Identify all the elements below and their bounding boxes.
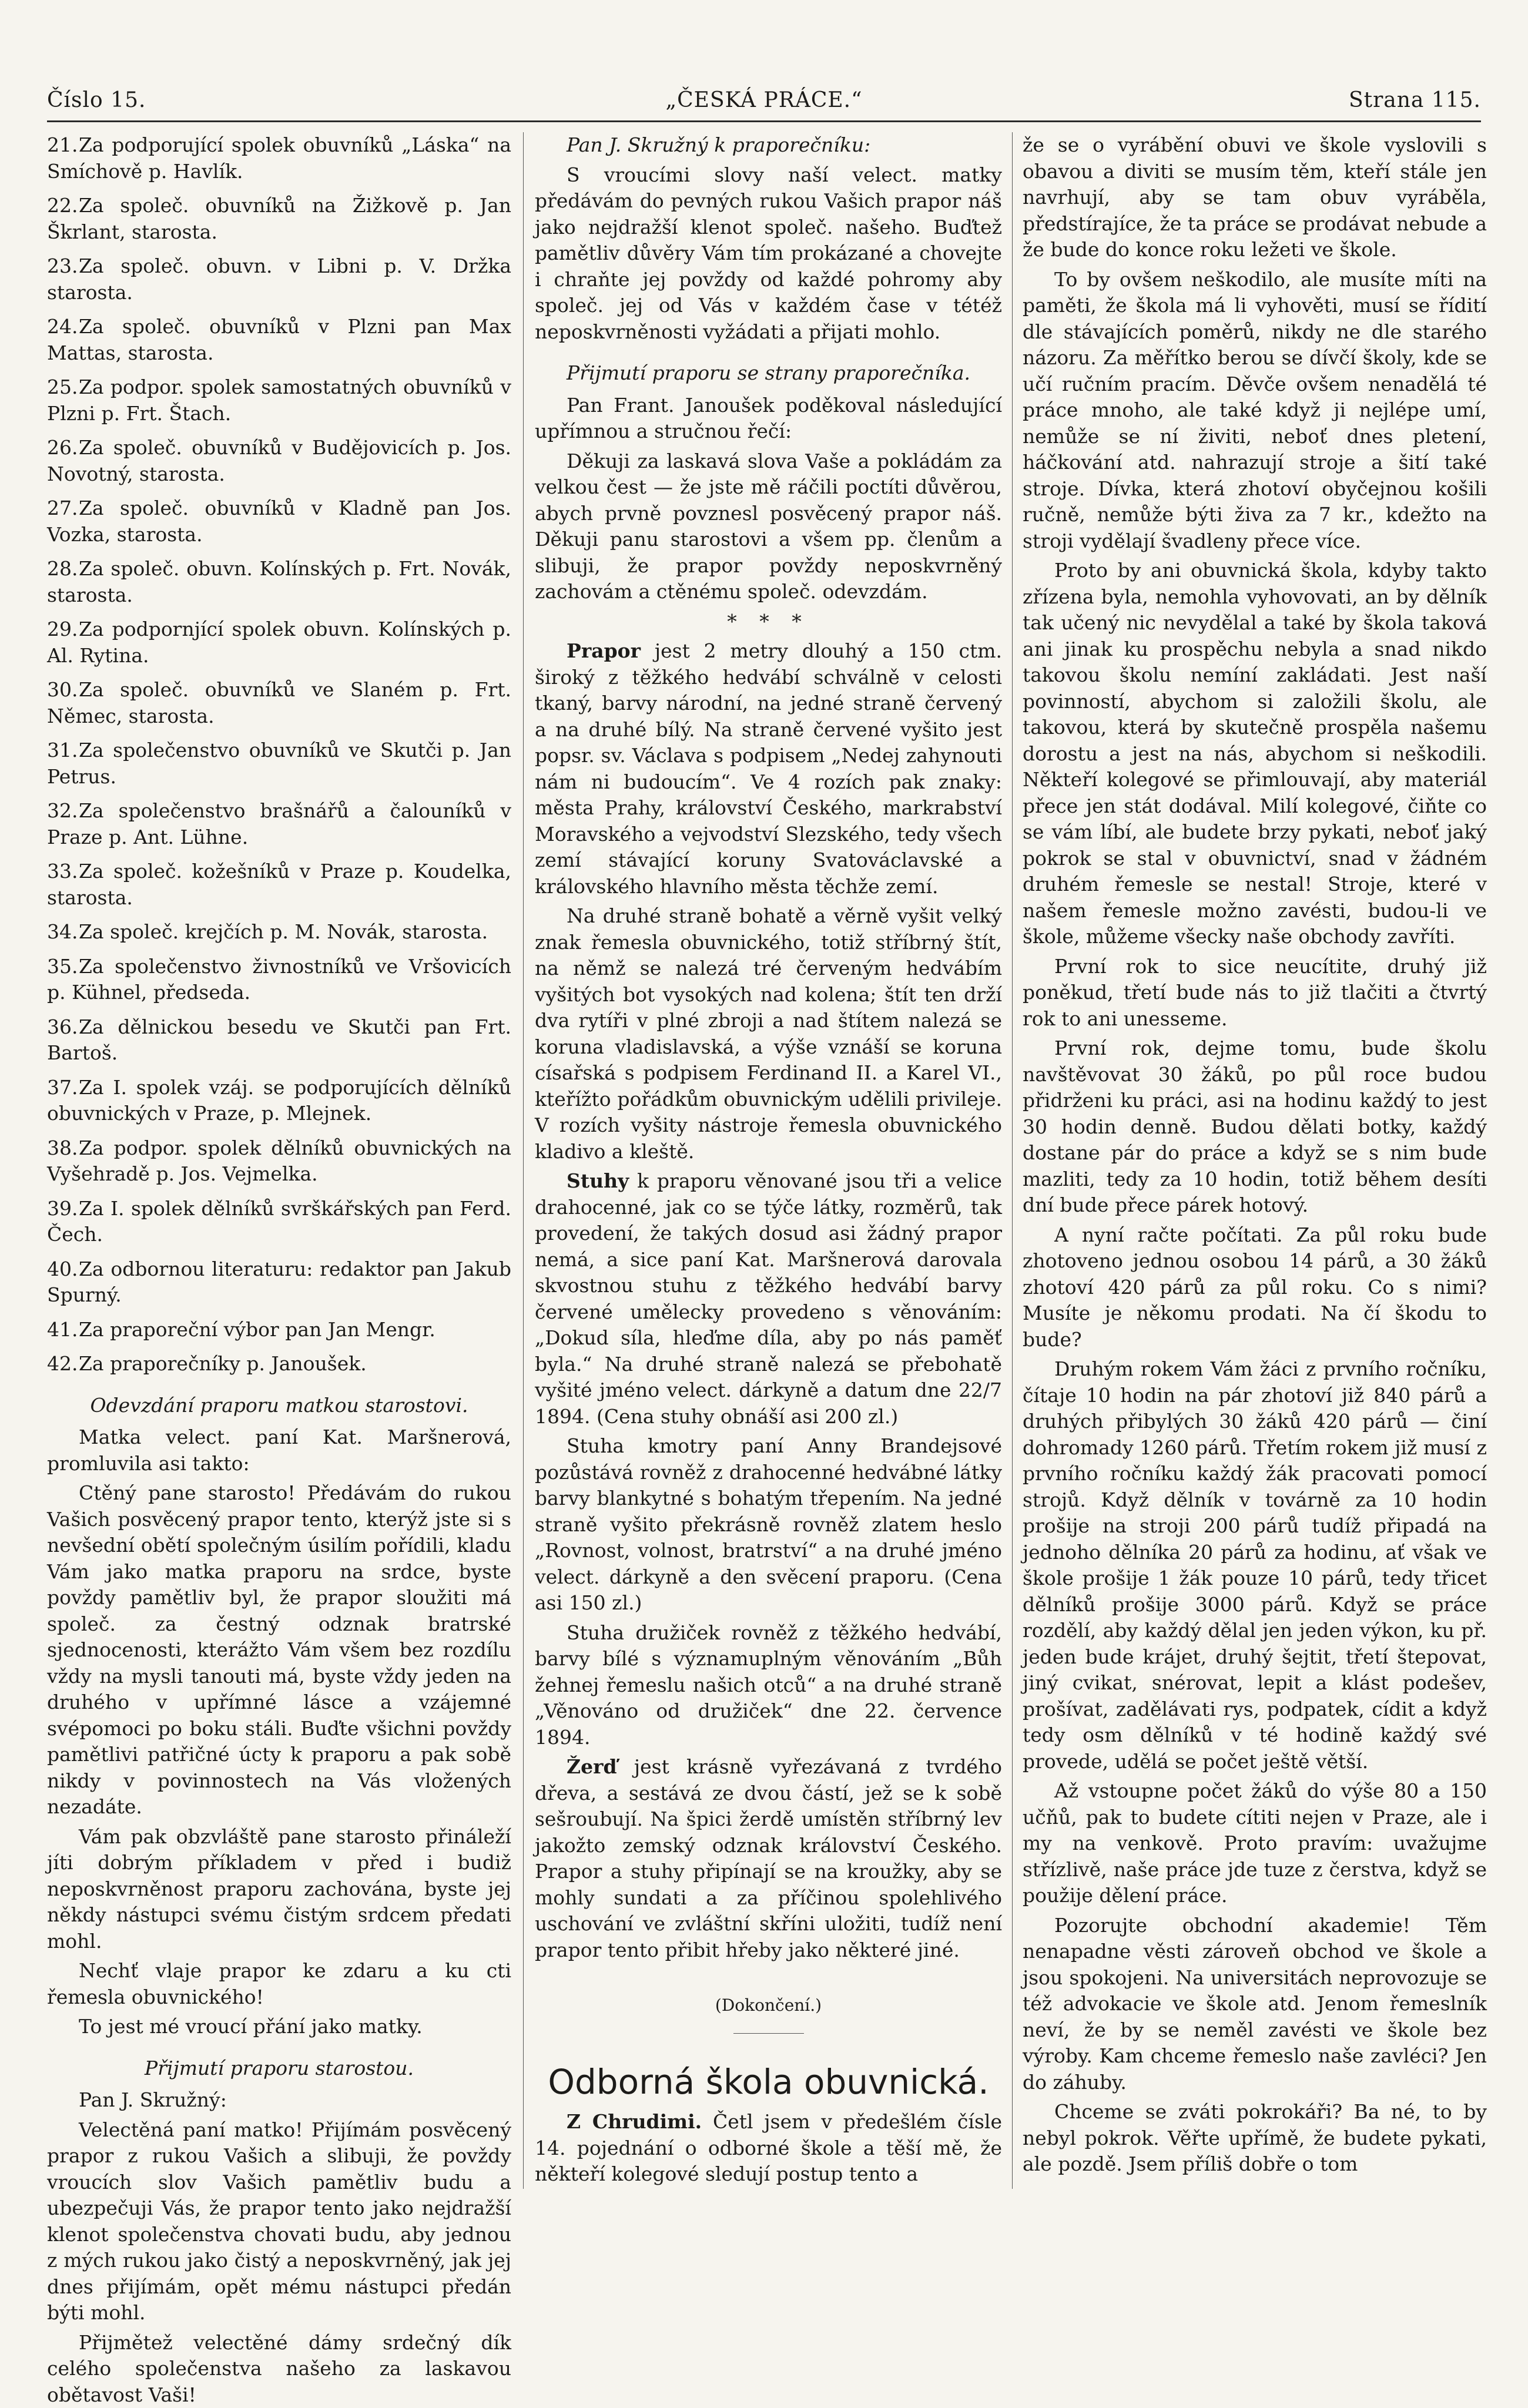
list-item-number: 34. [47,919,79,945]
list-item-text: Za společenstvo brašnářů a čalouníků v Praze p. Ant. Lühne. [47,799,511,848]
paragraph: To by ovšem neškodilo, ale musíte míti na paměti, že škola má li vyhověti, musí se řídití dle stávajících poměrů, nikdy ne dle starého názoru. Za měřítko berou se dívčí školy, kde se učí ručním pracím. Děvče ovšem nenadělá té práce mnoho, ale také když ji nejlépe umí, nemůže se ní živiti, neboť dnes pletení, háčkování atd. nahrazují stroje a šití také stroje. Dívka, která zhotoví obyčejnou košili ručně, nemůže býti živa za 7 kr., kdežto na stroji vydělají švadleny přece více. [1023,267,1487,555]
paragraph: Stuha kmotry paní Anny Brandejsové pozůstává rovněž z drahocenné hedvábné látky barvy blankytné s bohatým třepením. Na jedné straně vyšito překrásně rovněž zlatem heslo „Rovnost, volnost, bratrství“ a na druhé jméno velect. dárkyně a den svěcení praporu. (Cena asi 150 zl.) [535,1433,1002,1616]
paragraph-text: k praporu věnované jsou tři a velice drahocenné, jak co se týče látky, rozměrů, tak provedení, že takých dosud asi žádný prapor nemá, a sice paní Kat. Maršnerová darovala skvostnou stuhu z těžkého hedvábí barvy červené umělecky provedeno s věnováním: „Dokud síla, hleďme díla, aby po nás paměť byla.“ Na druhé straně nalezá se přebohatě vyšité jméno velect. dárkyně a datum dne 22/7 1894. (Cena stuhy obnáší asi 200 zl.) [535,1169,1002,1428]
list-item-text: Za společ. obuvníků ve Slaném p. Frt. Němec, starosta. [47,678,511,727]
header-rule [47,120,1481,122]
list-item-number: 39. [47,1196,79,1222]
list-item-number: 40. [47,1256,79,1283]
paragraph: Ctěný pane starosto! Předávám do rukou Vašich posvěcený prapor tento, kterýž jste si s nevšední obětí společným úsilím pořídili, kladu Vám jako matka praporu na srdce, byste povždy pamětliv byl, že prapor sloužiti má společ. za čestný odznak bratrské sjednocenosti, kterážto Vám všem bez rozdílu vždy na mysli tanouti má, byste vždy jeden na druhého v upřímné lásce a vzájemné svépomoci po boku stáli. Buďte všichni povždy pamětlivi patřičné úcty k praporu a pak sobě nikdy v povinnostech na Vás vložených nezadáte. [47,1480,511,1820]
paragraph: Pan J. Skružný k praporečníku: [535,132,1002,159]
list-item-text: Za společ. krejčích p. M. Novák, starosta. [79,920,488,943]
paragraph: Na druhé straně bohatě a věrně vyšit velký znak řemesla obuvnického, totiž stříbrný štít, na němž se nalezá tré červeným hedvábím vyšitých bot vysokých nad kolena; štít ten drží dva rytíři v plné zbroji a nad štítem nalezá se koruna vladislavská, a výše vznáší se koruna císařská s podpisem Ferdinand II. a Karel VI., kteřížto pořádkům obuvnickým udělili privileje. V rozích vyšity nástroje řemesla obuvnického kladivo a kleště. [535,903,1002,1165]
paragraph: Stuha družiček rovněž z těžkého hedvábí, barvy bílé s významuplným věnováním „Bůh žehnej řemeslu našich otců“ a na druhé straně „Věnováno od družiček“ dne 22. července 1894. [535,1620,1002,1751]
list-item-number: 37. [47,1075,79,1101]
list-item [47,1014,511,1067]
list-item [47,858,511,911]
issue-number: Číslo 15. [47,88,146,112]
list-item [47,253,511,306]
list-item [47,374,511,427]
list-item [47,132,511,185]
list-item-text: Za praporeční výbor pan Jan Mengr. [79,1318,435,1341]
list-item-text: Za společ. obuvníků na Žižkově p. Jan Škrlant, starosta. [47,194,511,243]
list-item-number: 38. [47,1135,79,1162]
column-3 [1023,132,1487,2201]
list-item-number: 33. [47,858,79,885]
list-item-number: 35. [47,954,79,980]
list-item-number: 31. [47,737,79,764]
list-item [47,556,511,608]
list-item-text: Za společenstvo obuvníků ve Skutči p. Jan Petrus. [47,739,511,788]
list-item [47,314,511,366]
list-item [47,1351,511,1377]
list-item [47,193,511,245]
paragraph: První rok to sice neucítite, druhý již poněkud, třetí bude nás to již tlačiti a čtvrtý rok to ani unesseme. [1023,954,1487,1032]
delegation-list [47,132,511,1377]
list-item-number: 41. [47,1317,79,1343]
list-item-number: 22. [47,193,79,219]
paragraph: Pan Frant. Janoušek poděkoval následující upřímnou a stručnou řečí: [535,393,1002,445]
list-item [47,616,511,669]
paragraph: Pozorujte obchodní akademie! Těm nenapadne věsti zároveň obchod ve škole a jsou spokojeni. Na universitách neprovozuje se též advokacie ve škole atd. Jenom řemeslník neví, že by se neměl zavésti ve škole bez výroby. Kam chceme řemeslo naše zavléci? Jen do záhuby. [1023,1913,1487,2096]
list-item [47,435,511,487]
list-item [47,737,511,790]
section-heading: Přijmutí praporu se strany praporečníka. [535,360,1002,387]
list-item-text: Za podpornjící spolek obuvn. Kolínských p. Al. Rytina. [47,618,511,667]
list-item [47,677,511,729]
paragraph: Chceme se zváti pokrokáři? Ba né, to by nebyl pokrok. Věřte upřímě, že budete pykati, ale pozdě. Jsem příliš dobře o tom [1023,2099,1487,2178]
list-item [47,495,511,548]
list-item [47,1196,511,1248]
list-item-text: Za podpor. spolek samostatných obuvníků v Plzni p. Frt. Štach. [47,375,511,425]
column-divider [523,132,524,2189]
list-item [47,954,511,1006]
paragraph: Velectěná paní matko! Přijímám posvěcený prapor z rukou Vašich a slibuji, že povždy vroucích slov Vašich pamětliv budu a ubezpečuji Vás, že prapor tento jako nejdražší klenot společenstva chovati budu, aby jednou z mých rukou jako čistý a neposkvrněný, jak jej dnes přijímám, opět mému nástupci předán býti mohl. [47,2117,511,2326]
column-1 [47,132,511,2201]
list-item [47,1135,511,1188]
continuation-note: (Dokončení.) [535,1993,1002,2019]
list-item-number: 42. [47,1351,79,1377]
list-item [47,919,511,945]
list-item-number: 24. [47,314,79,340]
list-item-text: Za společ. obuvníků v Budějovicích p. Jos. Novotný, starosta. [47,436,511,485]
bold-lead: Žerď [567,1755,617,1778]
paragraph: S vroucími slovy naší velect. matky předávám do pevných rukou Vašich prapor náš jako nejdražší klenot společ. našeho. Buďtež pamětliv důvěry Vám tím prokázané a chovejte i chraňte jej povždy od každé pohromy aby společ. jej od Vás v každém čase v tétéž neposkvrněnosti vyžádati a přijati mohlo. [535,162,1002,346]
list-item-number: 25. [47,374,79,401]
paragraph [535,2109,1002,2188]
list-item-number: 27. [47,495,79,522]
list-item-number: 29. [47,616,79,643]
list-item-number: 30. [47,677,79,703]
list-item-text: Za odbornou literaturu: redaktor pan Jakub Spurný. [47,1257,511,1307]
list-item-text: Za společ. obuvn. v Libni p. V. Držka starosta. [47,254,511,304]
list-item [47,798,511,850]
journal-title: „ČESKÁ PRÁCE.“ [47,88,1481,112]
bold-lead: Z Chrudimi. [567,2110,702,2133]
list-item [47,1256,511,1309]
paragraph-text: jest 2 metry dlouhý a 150 ctm. široký z těžkého hedvábí schválně v celosti tkaný, barvy národní, na jedné straně červený a na druhé bílý. Na straně červené vyšito jest popsr. sv. Václava s podpisem „Nedej zahynouti nám ni budoucím“. Ve 4 rozích pak znaky: města Prahy, království Českého, markrabství Moravského a vejvodství Slezského, tedy všech zemí stávající koruny Svatováclavské a královského hlavního města těchže zemí. [535,639,1002,898]
list-item-text: Za společ. obuvníků v Plzni pan Max Mattas, starosta. [47,315,511,364]
paragraph: Matka velect. paní Kat. Maršnerová, promluvila asi takto: [47,1424,511,1477]
list-item [47,1317,511,1343]
paragraph: Přijmětež velectěné dámy srdečný dík celého společenstva našeho za laskavou obětavost Vaši! [47,2330,511,2408]
paragraph: To jest mé vroucí přání jako matky. [47,2014,511,2040]
list-item-text: Za společ. kožešníků v Praze p. Koudelka, starosta. [47,860,511,909]
paragraph [535,638,1002,900]
section-heading: Odevzdání praporu matkou starostovi. [47,1393,511,1419]
list-item-text: Za podporující spolek obuvníků „Láska“ na Smíchově p. Havlík. [47,133,511,183]
list-item-number: 32. [47,798,79,824]
paragraph: Nechť vlaje prapor ke zdaru a ku cti řemesla obuvnického! [47,1958,511,2010]
list-item-text: Za podpor. spolek dělníků obuvnických na Vyšehradě p. Jos. Vejmelka. [47,1136,511,1186]
separator-stars: * * * [535,609,1002,635]
paragraph: Až vstoupne počet žáků do výše 80 a 150 učňů, pak to budete cítiti nejen v Praze, ale i my na venkově. Proto pravím: uvažujme střízlivě, naše práce jde tuze z čerstva, když se použije dělení práce. [1023,1778,1487,1909]
section-heading: Přijmutí praporu starostou. [47,2055,511,2082]
paragraph [535,1168,1002,1430]
paragraph: Druhým rokem Vám žáci z prvního ročníku, čítaje 10 hodin na pár zhotoví již 840 párů a druhých přibylých 30 žáků 420 párů — činí dohromady 1260 párů. Třetím rokem již musí z prvního ročníku každý žák pracovati pomocí strojů. Když dělník v továrně za 10 hodin prošije na stroji 200 párů tudíž připadá na jednoho dělníka 20 párů za hodinu, ať však ve škole prošije 1 žák pouze 10 párů, tedy třicet dělníků prošije 3000 párů. Když se práce rozdělí, aby každý dělal jen jeden výkon, ku př. jeden bude krájet, druhý šejtit, třetí štepovat, jiný cvikat, snérovat, lepit a klást podešev, prošívat, zadělávati rys, podpatek, cídit a když tedy osm dělníků v té hodině každý své provede, udělá se počet ještě větší. [1023,1356,1487,1775]
paragraph: Proto by ani obuvnická škola, kdyby takto zřízena byla, nemohla vyhovovati, an by dělník tak učený nic nevydělal a také by škola taková ani jinak ku prospěchu nebyla a snad nikdo takovou školu nemíní zakládati. Jest naší povinností, abychom si založili školu, ale takovou, která by skutečně prospěla našemu dorostu a jest na nás, abychom si neškodili. Někteří kolegové se přimlouvají, aby materiál přece jen stát dodával. Milí kolegové, čiňte co se vám líbí, ale budete brzy pykati, neboť jaký pokrok se stal v obuvnictví, snad v žádném druhém řemesle se nestal! Stroje, které v našem řemesle možno zavésti, budou-li ve škole, můžeme všecky naše obchody zavříti. [1023,558,1487,950]
column-2 [535,132,1002,2201]
paragraph: že se o vyrábění obuvi ve škole vyslovili s obavou a diviti se musím těm, kteří stále jen navrhují, aby se tam obuv vyráběla, předstírajíce, že ta práce se prodávat nebude a že bude do konce roku ležeti ve škole. [1023,132,1487,263]
list-item-number: 23. [47,253,79,280]
list-item-number: 21. [47,132,79,159]
list-item-number: 36. [47,1014,79,1041]
list-item-text: Za společ. obuvníků v Kladně pan Jos. Vozka, starosta. [47,497,511,546]
list-item-text: Za I. spolek vzáj. se podporujících dělníků obuvnických v Praze, p. Mlejnek. [47,1076,511,1125]
list-item-number: 26. [47,435,79,461]
paragraph: A nyní račte počítati. Za půl roku bude zhotoveno jednou osobou 14 párů, a 30 žáků zhotoví 420 párů za půl roku. Co s nimi? Musíte je někomu prodati. Na čí škodu to bude? [1023,1222,1487,1353]
paragraph-text: Četl jsem v předešlém čísle 14. pojednání o odborné škole a těší mě, že někteří kolegové sledují postup tento a [535,2110,1002,2185]
column-divider [1012,132,1013,2189]
list-item [47,1075,511,1127]
list-item-text: Za dělnickou besedu ve Skutči pan Frt. Bartoš. [47,1015,511,1065]
list-item-text: Za praporečníky p. Janoušek. [79,1352,367,1375]
paragraph: Vám pak obzvláště pane starosto přináleží jíti dobrým příkladem v před i budiž neposkvrněnost praporu zachována, byste jej někdy nástupci svému čistým srdcem předati mohl. [47,1824,511,1955]
list-item-text: Za I. spolek dělníků svrškářských pan Ferd. Čech. [47,1197,511,1246]
paragraph-text: jest krásně vyřezávaná z tvrdého dřeva, a sestává ze dvou částí, jež se k sobě sešroubují. Na špici žerdě umístěn stříbrný lev jakožto zemský odznak království Českého. Prapor a stuhy připínají se na kroužky, aby se mohly sundati a za příčinou spolehlivého uschování ve zvláštní skříni uložiti, tudíž není prapor tento přibit hřeby jako některé jiné. [535,1755,1002,1961]
paragraph: První rok, dejme tomu, bude školu navštěvovat 30 žáků, po půl roce budou přidrženi ku práci, asi na hodinu každý to jest 30 hodin denně. Budou dělati botky, každý dostane pár do práce a když se s nim bude mazliti, tedy za 10 hodin, totiž během desíti dní bude přece párek hotový. [1023,1035,1487,1219]
list-item-number: 28. [47,556,79,582]
article-title: Odborná škola obuvnická. [535,2069,1002,2095]
list-item-text: Za společ. obuvn. Kolínských p. Frt. Novák, starosta. [47,557,511,606]
bold-lead: Stuhy [567,1169,629,1192]
bold-lead: Prapor [567,639,641,662]
paragraph [535,1754,1002,1963]
paragraph: Děkuji za laskavá slova Vaše a pokládám za velkou čest — že jste mě ráčili poctíti důvěrou, abych prvně povznesl posvěcený prapor náš. Děkuji panu starostovi a všem pp. členům a slibuji, že prapor povždy neposkvrněný zachovám a ctěnému společ. odevzdám. [535,448,1002,605]
list-item-text: Za společenstvo živnostníků ve Vršovicích p. Kühnel, předseda. [47,955,511,1004]
paragraph: Pan J. Skružný: [47,2087,511,2114]
page-number: Strana 115. [1349,88,1481,112]
divider [733,2033,804,2034]
